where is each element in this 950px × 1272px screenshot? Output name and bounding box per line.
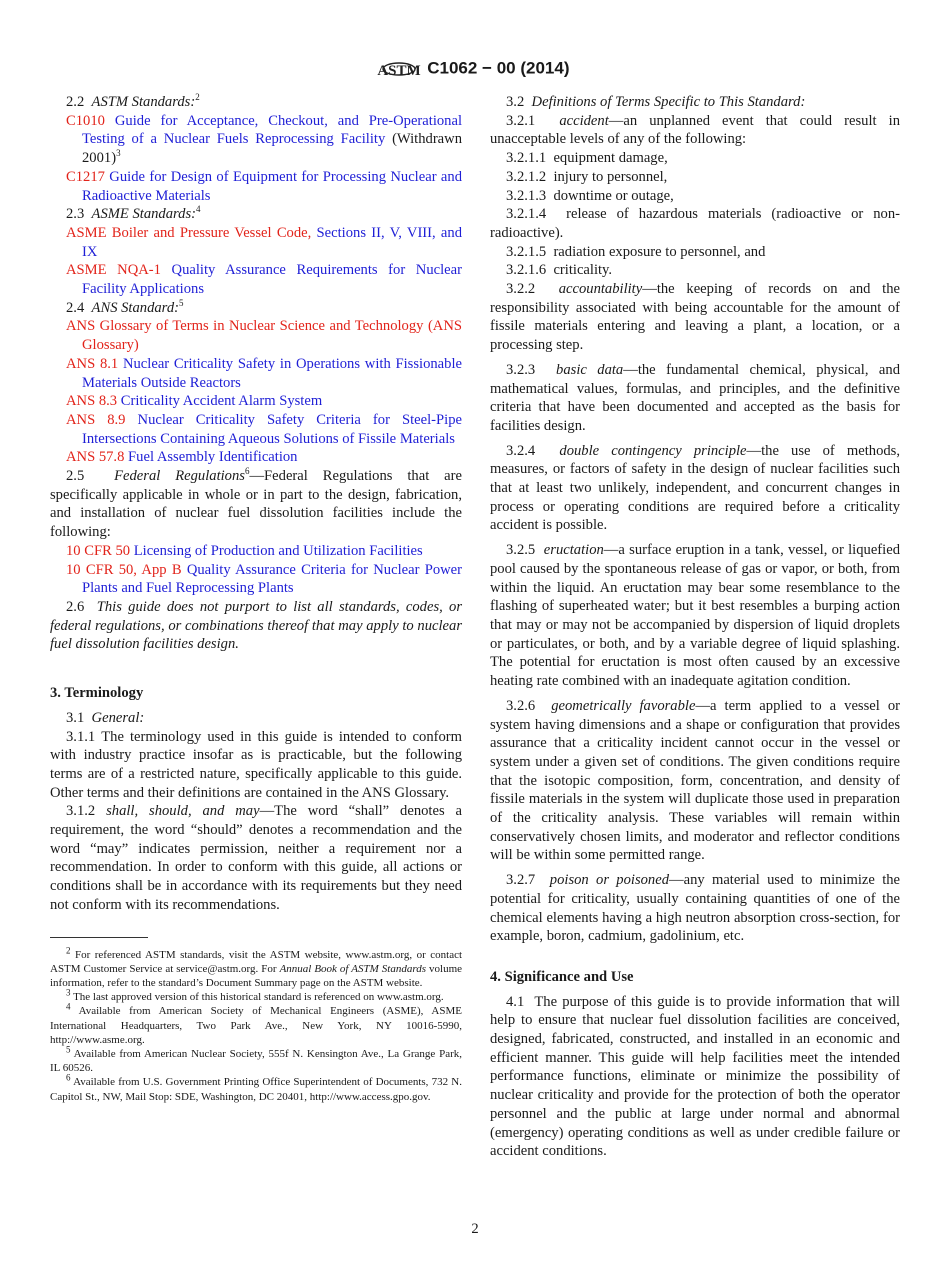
ref-title-link[interactable]: Criticality Accident Alarm System bbox=[120, 393, 323, 410]
reference-nqa1 bbox=[66, 261, 462, 298]
ref-code-link[interactable]: ANS 8.1 bbox=[66, 355, 119, 372]
footnote: $^2$ For referenced ASTM standards, visit the ASTM website, www.astm.org, or contact ASTM Customer Service at service@astm.org. For Annual Book of ASTM Standards volume information, refer to the standard’s Document Summary page on the ASTM website. bbox=[50, 944, 463, 989]
footnote: $^5$ Available from American Nuclear Society, 555f N. Kensington Ave., La Grange Park, IL 60526. bbox=[50, 1044, 462, 1075]
list-item: 3.2.1.3 downtime or outage, bbox=[506, 187, 674, 204]
heading-terminology: 3. Terminology bbox=[50, 685, 144, 702]
reference-ans-57-8 bbox=[66, 448, 462, 467]
definition: 3.2.7 poison or poisoned—any material used to minimize the potential for criticality, usually containing quantities of one of the chemical elements having a high neutron absorption cross-section, for example, boron, cadmium, gadolinium, etc. bbox=[490, 872, 901, 945]
ref-title-link[interactable]: Nuclear Criticality Safety Criteria for Steel-Pipe Intersections Containing Aqueous Solutions of Fissile Materials bbox=[82, 411, 462, 447]
ref-code-link[interactable]: ANS 8.9 bbox=[66, 411, 126, 428]
ref-title-link[interactable]: Nuclear Criticality Safety in Operations with Fissionable Materials Outside Reactors bbox=[82, 355, 462, 391]
ref-code-link[interactable]: C1217 bbox=[66, 168, 105, 185]
heading-significance-and-use: 4. Significance and Use bbox=[490, 968, 634, 985]
ref-title-link[interactable]: (ANS Glossary) bbox=[82, 318, 462, 354]
definition: 3.2.2 accountability—the keeping of records on and the responsibility associated with being accountable for the amount of fissile materials entering and leaving a plant, a location, or a processing step. bbox=[490, 281, 901, 354]
reference-asme-bpvc bbox=[66, 224, 462, 261]
section-4-1: 4.1 The purpose of this guide is to provide information that will help to ensure that nuclear fuel dissolution facilities are conceived, designed, fabricated, constructed, and installed in an economic and efficient manner. This guide will help facilities meet the intended performance functions, eliminate or minimize the possibility of nuclear criticality and provide for the protection of both the operator personnel and the public at large under normal and abnormal (emergency) operating conditions as well as under credible failure or accident conditions. bbox=[490, 993, 900, 1160]
ref-code-link[interactable]: ANS Glossary of Terms in Nuclear Science and Technology bbox=[66, 318, 424, 335]
section-2-4: 2.4 ANS Standard:$^5$ bbox=[66, 297, 184, 316]
footnote: $^3$ The last approved version of this historical standard is referenced on www.astm.org. bbox=[66, 987, 444, 1004]
ref-code-link[interactable]: ANS 8.3 bbox=[66, 393, 118, 410]
ref-code-link[interactable]: C1010 bbox=[66, 112, 105, 129]
definition: 3.2.3 basic data—the fundamental chemical, physical, and mathematical values, formulas, and principles, and the definitive criteria that have been documented and accepted as the basis for facilities design. bbox=[490, 361, 900, 434]
list-item: 3.2.1.6 criticality. bbox=[506, 262, 613, 279]
definition: 3.2.5 eructation—a surface eruption in a tank, vessel, or liquefied pool caused by the spontaneous release of gas or vapor, or both, from within the liquid. An eructation may bear some resemblance to the flashing of superheated water; but it best resembles a burping action that may or may not be accompanied by dispersion of liquid droplets or particulates, or both, and by a variable degree of liquid splashing. The potential for eructation is most often caused by an excessive heating rate combined with an inadequate agitation condition. bbox=[490, 542, 900, 690]
svg-text:ASTM: ASTM bbox=[376, 63, 421, 79]
list-item: 3.2.1.1 equipment damage, bbox=[506, 150, 668, 167]
designation: C1062 − 00 (2014) bbox=[427, 58, 570, 78]
footnote-divider bbox=[50, 937, 148, 938]
ref-code-link[interactable]: ASME Boiler and Pressure Vessel Code, bbox=[66, 224, 312, 241]
ref-title-link[interactable]: Sections II, V, VIII, and IX bbox=[82, 224, 462, 260]
right-column bbox=[490, 93, 900, 1161]
footnote: $^4$ Available from American Society of Mechanical Engineers (ASME), ASME International Headquarters, Two Park Ave., New York, NY 10016-5990, http://www.asme.org. bbox=[50, 1001, 462, 1046]
ref-code-link[interactable]: ASME NQA-1 bbox=[66, 262, 161, 279]
ref-code-link[interactable]: 10 CFR 50 bbox=[66, 542, 131, 559]
reference-c1217 bbox=[66, 168, 462, 205]
ref-title-link[interactable]: Guide for Acceptance, Checkout, and Pre-Operational Testing of a Nuclear Fuels Reprocessing Facility bbox=[82, 112, 463, 148]
list-item: 3.2.1.2 injury to personnel, bbox=[506, 168, 668, 185]
astm-logo-icon bbox=[376, 56, 421, 82]
ref-title-link[interactable]: Quality Assurance Requirements for Nuclear Facility Applications bbox=[82, 262, 462, 298]
section-2-2: 2.2 ASTM Standards:$^2$ bbox=[66, 92, 200, 110]
page-header bbox=[0, 56, 950, 82]
section-2-5: 2.5 Federal Regulations$^6$—Federal Regulations that are specifically applicable in whole or in part to the design, fabrication, and installation of nuclear fuel dissolution facilities include the following: bbox=[50, 466, 462, 541]
section-3-1: 3.1 General: bbox=[66, 709, 145, 726]
list-item: 3.2.1.5 radiation exposure to personnel, and bbox=[506, 243, 766, 260]
ref-code-link[interactable]: 10 CFR 50, App B bbox=[66, 561, 182, 578]
section-2-3: 2.3 ASME Standards:$^4$ bbox=[66, 204, 201, 223]
section-3-1-1: 3.1.1 The terminology used in this guide is intended to conform with industry practice insofar as is practicable, but the following terms are of a restricted nature, specifically applicable to this guide. Other terms and their definitions are contained in the ANS Glossary. bbox=[50, 728, 462, 801]
definition: 3.2.4 double contingency principle—the use of methods, measures, or factors of safety in the design of nuclear facilities such that at least two unlikely, independent, and concurrent changes in process or operating conditions are required before a criticality accident is possible. bbox=[490, 442, 900, 534]
reference-c1010: C1010 Guide for Acceptance, Checkout, and Pre-Operational Testing of a Nuclear Fuels Reprocessing Facility (Withdrawn 2001)$^3$ bbox=[66, 112, 463, 167]
ref-title-link[interactable]: Licensing of Production and Utilization Facilities bbox=[133, 542, 423, 559]
definition: 3.2.6 geometrically favorable—a term applied to a vessel or system having dimensions and a shape or configuration that provides assurance that a criticality incident cannot occur in the vessel or system under a given set of conditions. The given conditions require that the isotopic composition, form, concentration, and density of fissile materials in the system will duplicate those used in preparation of the criticality analysis. These variables will remain within conservatively chosen limits, and moderator and reflector conditions will be within some permitted range. bbox=[490, 697, 900, 864]
section-2-6: 2.6 This guide does not purport to list all standards, codes, or federal regulations, or combinations thereof that may apply to nuclear fuel dissolution facilities design. bbox=[50, 598, 462, 653]
reference-ans-glossary bbox=[66, 317, 462, 354]
definition-accident: 3.2.1 accident—an unplanned event that could result in unacceptable levels of any of the following: bbox=[490, 112, 901, 148]
page-number: 2 bbox=[471, 1221, 479, 1237]
reference-ans-8-9 bbox=[66, 411, 462, 448]
footnotes bbox=[50, 944, 463, 1104]
section-3-1-2: 3.1.2 shall, should, and may—The word “shall” denotes a requirement, the word “should” denotes a recommendation and the word “may” indicates permission, neither a requirement nor a recommendation. In order to conform with this guide, all actions or conditions shall be in accordance with its requirements but they need not conform with its recommendations. bbox=[50, 803, 462, 913]
ref-title-link[interactable]: Quality Assurance Criteria for Nuclear Power Plants and Fuel Reprocessing Plants bbox=[82, 561, 463, 597]
list-item: 3.2.1.4 release of hazardous materials (radioactive or non-radioactive). bbox=[490, 206, 901, 241]
section-3-2: 3.2 Definitions of Terms Specific to This Standard: bbox=[506, 94, 806, 110]
ref-title-link[interactable]: Guide for Design of Equipment for Processing Nuclear and Radioactive Materials bbox=[82, 168, 462, 204]
ref-code-link[interactable]: ANS 57.8 bbox=[66, 449, 125, 466]
reference-ans-8-3 bbox=[66, 392, 462, 411]
reference-10cfr50-appb bbox=[66, 561, 462, 598]
footnote: $^6$ Available from U.S. Government Printing Office Superintendent of Documents, 732 N. Capitol St., NW, Mail Stop: SDE, Washington, DC 20401, http://www.access.gpo.gov. bbox=[50, 1072, 462, 1103]
reference-ans-8-1 bbox=[66, 355, 462, 392]
reference-10cfr50 bbox=[66, 542, 462, 561]
left-column bbox=[50, 93, 462, 1104]
ref-title-link[interactable]: Fuel Assembly Identification bbox=[128, 449, 298, 466]
